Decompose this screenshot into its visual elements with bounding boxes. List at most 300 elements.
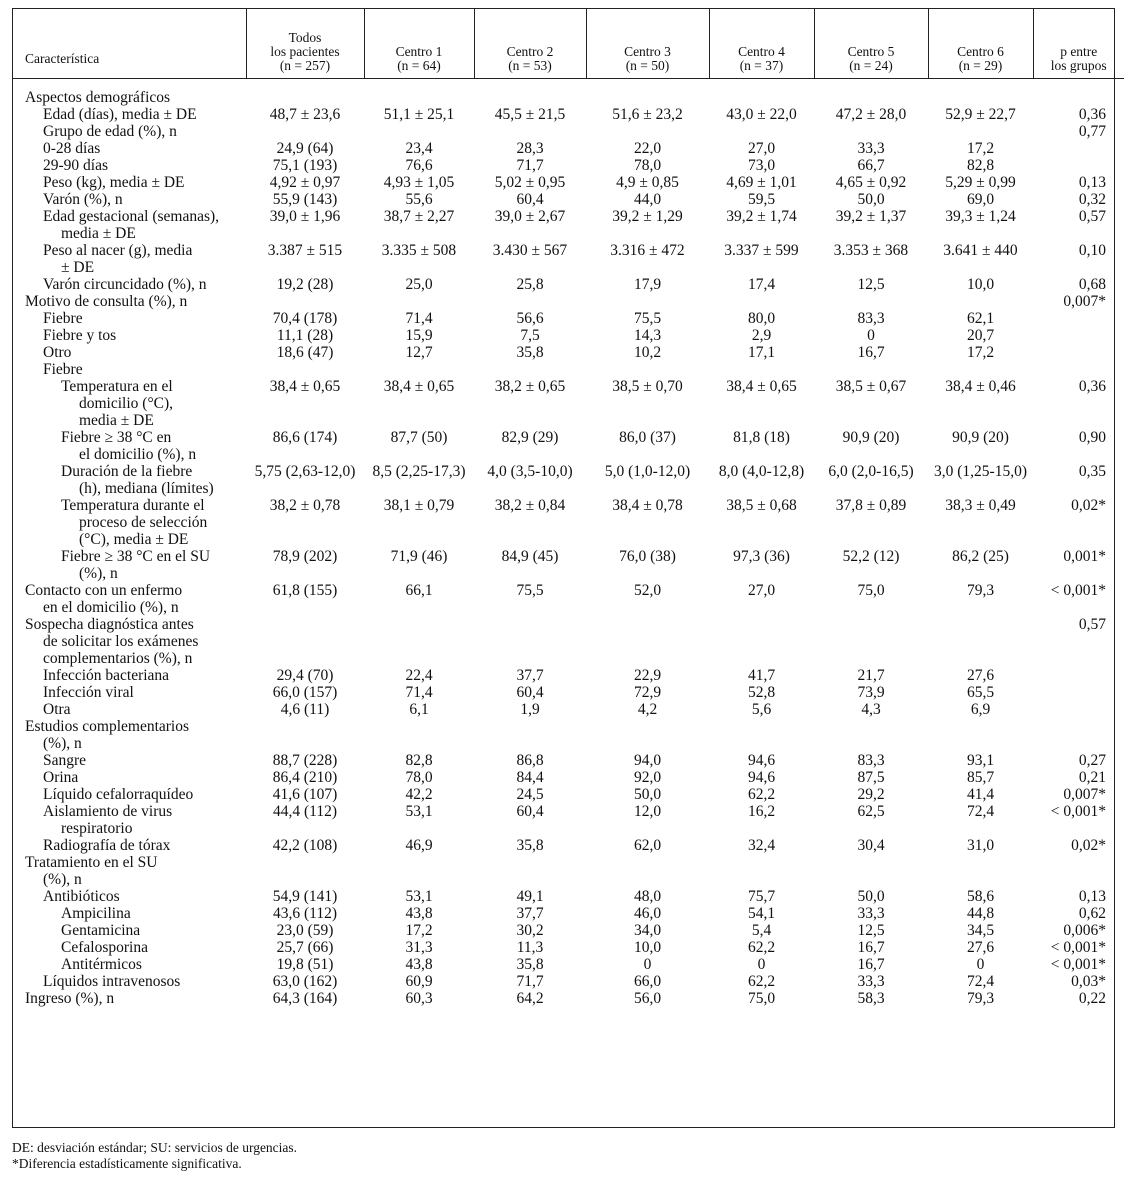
cell-center-2: 24,5 xyxy=(516,786,544,803)
cell-center-6: 82,8 xyxy=(966,157,995,174)
cell-p-value: 0,007* xyxy=(1063,786,1106,803)
table-row xyxy=(13,378,1124,429)
cell-center-6: 93,1 xyxy=(966,752,995,769)
cell-center-5 xyxy=(814,616,928,667)
cell-center-3: 62,0 xyxy=(633,837,662,854)
cell-center-6 xyxy=(928,854,1033,888)
cell-center-6 xyxy=(928,718,1033,752)
cell-center-6: 38,3 ± 0,49 xyxy=(945,497,1016,514)
cell-center-3: 3.316 ± 472 xyxy=(610,242,685,259)
cell-center-3: 92,0 xyxy=(633,769,662,786)
cell-center-6: 69,0 xyxy=(966,191,995,208)
row-label-line: de solicitar los exámenes xyxy=(43,633,199,650)
cell-center-3 xyxy=(586,361,709,378)
cell-center-5: 6,0 (2,0-16,5) xyxy=(828,463,914,480)
cell-center-2 xyxy=(474,616,586,667)
row-label-line: Cefalosporina xyxy=(61,939,148,956)
cell-center-5: 3.353 ± 368 xyxy=(833,242,909,259)
cell-p-value: < 0,001* xyxy=(1050,956,1106,973)
cell-center-5: 83,3 xyxy=(857,310,885,327)
cell-center-2: 5,02 ± 0,95 xyxy=(494,174,566,191)
cell-center-4: 62,2 xyxy=(747,786,776,803)
cell-center-3: 10,0 xyxy=(633,939,662,956)
row-label-line: Estudios complementarios xyxy=(25,718,190,735)
row-label-line: Varón (%), n xyxy=(43,191,123,208)
cell-center-6 xyxy=(928,361,1033,378)
cell-center-6: 79,3 xyxy=(966,990,995,1007)
table-row xyxy=(13,208,1124,242)
cell-center-1: 82,8 xyxy=(405,752,433,769)
cell-center-1 xyxy=(364,361,474,378)
cell-center-3: 14,3 xyxy=(633,327,662,344)
cell-all-patients xyxy=(246,293,364,310)
cell-center-4: 17,1 xyxy=(747,344,776,361)
row-label-line: el domicilio (%), n xyxy=(79,446,197,463)
cell-center-3: 78,0 xyxy=(633,157,662,174)
cell-center-2 xyxy=(474,79,586,107)
row-label-line: Otra xyxy=(43,701,71,718)
cell-center-5: 21,7 xyxy=(857,667,885,684)
cell-center-4: 0 xyxy=(757,956,766,973)
cell-center-1: 66,1 xyxy=(405,582,433,599)
table-row xyxy=(13,752,1124,769)
row-label-line: proceso de selección xyxy=(79,514,208,531)
cell-center-5: 50,0 xyxy=(857,191,885,208)
cell-center-4: 97,3 (36) xyxy=(733,548,790,565)
cell-all-patients: 3.387 ± 515 xyxy=(267,242,343,259)
cell-center-2: 60,4 xyxy=(516,191,544,208)
cell-center-1: 38,4 ± 0,65 xyxy=(383,378,455,395)
row-label-line: media ± DE xyxy=(61,225,136,242)
cell-center-2: 75,5 xyxy=(516,582,544,599)
cell-all-patients: 61,8 (155) xyxy=(272,582,338,599)
cell-center-2: 35,8 xyxy=(516,344,544,361)
cell-center-5: 16,7 xyxy=(857,956,885,973)
cell-all-patients: 44,4 (112) xyxy=(273,803,337,820)
cell-center-2 xyxy=(474,718,586,752)
cell-center-2 xyxy=(474,361,586,378)
row-label xyxy=(13,327,246,344)
row-label xyxy=(13,939,246,956)
row-label-line: Infección viral xyxy=(43,684,134,701)
row-label-line: Sospecha diagnóstica antes xyxy=(25,616,194,633)
cell-p-value: 0,57 xyxy=(1078,208,1106,225)
cell-center-2: 4,0 (3,5-10,0) xyxy=(487,463,573,480)
table-row xyxy=(13,616,1124,667)
cell-center-4: 27,0 xyxy=(747,582,776,599)
header-all-patients: Todos los pacientes (n = 257) xyxy=(246,9,364,79)
table-row xyxy=(13,242,1124,276)
row-label xyxy=(13,106,246,123)
cell-center-1: 15,9 xyxy=(405,327,433,344)
cell-center-3 xyxy=(586,616,709,667)
cell-center-2: 35,8 xyxy=(516,956,544,973)
row-label xyxy=(13,140,246,157)
row-label-line: Edad gestacional (semanas), xyxy=(43,208,220,225)
row-label xyxy=(13,174,246,191)
row-label xyxy=(13,684,246,701)
cell-center-5: 47,2 ± 28,0 xyxy=(835,106,907,123)
row-label-line: respiratorio xyxy=(61,820,133,837)
table-row xyxy=(13,803,1124,837)
cell-center-5: 33,3 xyxy=(857,973,885,990)
cell-center-5: 33,3 xyxy=(857,905,885,922)
cell-center-1: 71,4 xyxy=(405,310,433,327)
characteristics-table xyxy=(13,9,1124,1013)
header-center-1: Centro 1 (n = 64) xyxy=(364,9,474,79)
cell-p-value: 0,32 xyxy=(1078,191,1106,208)
cell-center-1: 43,8 xyxy=(405,956,433,973)
cell-center-3: 38,4 ± 0,78 xyxy=(612,497,683,514)
cell-all-patients: 43,6 (112) xyxy=(273,905,337,922)
row-label xyxy=(13,786,246,803)
cell-center-3 xyxy=(586,718,709,752)
table-row xyxy=(13,191,1124,208)
cell-all-patients xyxy=(246,79,364,107)
cell-center-1: 42,2 xyxy=(405,786,433,803)
cell-center-4 xyxy=(709,361,814,378)
cell-center-4 xyxy=(709,79,814,107)
table-row xyxy=(13,429,1124,463)
row-label xyxy=(13,718,246,752)
table-row xyxy=(13,157,1124,174)
header-center-2: Centro 2 (n = 53) xyxy=(474,9,586,79)
table-row xyxy=(13,769,1124,786)
cell-all-patients xyxy=(246,361,364,378)
cell-center-1: 76,6 xyxy=(405,157,433,174)
cell-p-value: 0,35 xyxy=(1078,463,1106,480)
row-label xyxy=(13,905,246,922)
row-label-line: Motivo de consulta (%), n xyxy=(25,293,188,310)
row-label xyxy=(13,293,246,310)
table-row xyxy=(13,905,1124,922)
cell-p-value: 0,90 xyxy=(1078,429,1106,446)
cell-all-patients: 78,9 (202) xyxy=(272,548,338,565)
cell-p-value xyxy=(1033,140,1124,157)
cell-center-3: 50,0 xyxy=(633,786,662,803)
cell-center-4: 73,0 xyxy=(747,157,776,174)
cell-center-2: 64,2 xyxy=(516,990,544,1007)
row-label-line: Aspectos demográficos xyxy=(25,89,171,106)
cell-center-3: 4,2 xyxy=(637,701,658,718)
table-row xyxy=(13,276,1124,293)
table-row xyxy=(13,548,1124,582)
table-row xyxy=(13,463,1124,497)
row-label-line: Grupo de edad (%), n xyxy=(43,123,177,140)
cell-center-4: 38,5 ± 0,68 xyxy=(726,497,797,514)
row-label xyxy=(13,123,246,140)
cell-all-patients: 24,9 (64) xyxy=(276,140,334,157)
cell-center-5 xyxy=(814,293,928,310)
cell-center-3: 5,0 (1,0-12,0) xyxy=(604,463,691,480)
cell-all-patients: 86,6 (174) xyxy=(272,429,338,446)
row-label-line: (%), n xyxy=(43,735,82,752)
cell-center-3: 12,0 xyxy=(633,803,662,820)
cell-p-value: 0,007* xyxy=(1063,293,1106,310)
row-label xyxy=(13,973,246,990)
row-label-line: Fiebre xyxy=(43,310,83,327)
cell-center-6: 20,7 xyxy=(966,327,995,344)
row-label xyxy=(13,310,246,327)
cell-center-4: 5,6 xyxy=(751,701,772,718)
row-label xyxy=(13,429,246,463)
cell-center-1: 17,2 xyxy=(405,922,433,939)
cell-center-2: 84,9 (45) xyxy=(501,548,559,565)
cell-center-6: 39,3 ± 1,24 xyxy=(945,208,1016,225)
cell-center-3: 52,0 xyxy=(633,582,662,599)
row-label-line: 0-28 días xyxy=(43,140,101,157)
cell-center-2: 38,2 ± 0,65 xyxy=(494,378,566,395)
cell-p-value: 0,13 xyxy=(1078,174,1106,191)
cell-center-1: 46,9 xyxy=(405,837,433,854)
row-label-line: Peso (kg), media ± DE xyxy=(43,174,185,191)
row-label-line: Tratamiento en el SU xyxy=(25,854,158,871)
cell-center-5: 12,5 xyxy=(857,922,885,939)
cell-center-2: 25,8 xyxy=(516,276,544,293)
table-row xyxy=(13,973,1124,990)
table-row xyxy=(13,123,1124,140)
cell-center-5 xyxy=(814,718,928,752)
row-label-line: Fiebre xyxy=(43,361,83,378)
cell-all-patients: 39,0 ± 1,96 xyxy=(269,208,341,225)
header-center-5: Centro 5 (n = 24) xyxy=(814,9,928,79)
row-label-line: Peso al nacer (g), media xyxy=(43,242,193,259)
cell-center-3: 17,9 xyxy=(633,276,662,293)
cell-all-patients: 19,2 (28) xyxy=(276,276,334,293)
cell-center-2: 11,3 xyxy=(516,939,544,956)
cell-p-value: 0,36 xyxy=(1078,378,1106,395)
cell-center-2: 35,8 xyxy=(516,837,544,854)
row-label-line: (h), mediana (límites) xyxy=(79,480,214,497)
table-row xyxy=(13,582,1124,616)
cell-center-4: 59,5 xyxy=(747,191,776,208)
cell-center-3: 56,0 xyxy=(633,990,662,1007)
row-label-line: complementarios (%), n xyxy=(43,650,193,667)
table-row xyxy=(13,310,1124,327)
cell-center-3: 10,2 xyxy=(633,344,662,361)
cell-center-2: 84,4 xyxy=(516,769,544,786)
cell-center-3: 66,0 xyxy=(633,973,662,990)
cell-all-patients: 54,9 (141) xyxy=(272,888,338,905)
cell-p-value: 0,02* xyxy=(1071,837,1106,854)
cell-all-patients: 25,7 (66) xyxy=(276,939,334,956)
row-label xyxy=(13,582,246,616)
cell-p-value: 0,22 xyxy=(1078,990,1106,1007)
cell-center-4: 52,8 xyxy=(747,684,776,701)
row-label-line: Antibióticos xyxy=(43,888,120,905)
cell-center-2 xyxy=(474,293,586,310)
cell-center-4: 94,6 xyxy=(747,769,776,786)
cell-all-patients: 63,0 (162) xyxy=(272,973,338,990)
cell-center-1: 55,6 xyxy=(405,191,433,208)
cell-all-patients: 55,9 (143) xyxy=(272,191,338,208)
table-row xyxy=(13,140,1124,157)
cell-center-6: 72,4 xyxy=(966,973,995,990)
cell-p-value: 0,10 xyxy=(1078,242,1106,259)
cell-center-5: 33,3 xyxy=(857,140,885,157)
cell-all-patients: 75,1 (193) xyxy=(272,157,338,174)
cell-p-value: 0,006* xyxy=(1063,922,1106,939)
cell-center-1 xyxy=(364,854,474,888)
row-label-line: domicilio (°C), xyxy=(79,395,174,412)
row-label-line: Radiografía de tórax xyxy=(43,837,171,854)
row-label-line: Orina xyxy=(43,769,79,786)
cell-center-3: 4,9 ± 0,85 xyxy=(616,174,679,191)
cell-center-2: 39,0 ± 2,67 xyxy=(494,208,566,225)
cell-center-5: 87,5 xyxy=(857,769,885,786)
cell-center-1: 8,5 (2,25-17,3) xyxy=(372,463,466,480)
cell-center-4: 38,4 ± 0,65 xyxy=(726,378,797,395)
cell-center-3: 22,0 xyxy=(633,140,662,157)
cell-center-4 xyxy=(709,854,814,888)
cell-center-2: 37,7 xyxy=(516,667,544,684)
cell-center-1: 43,8 xyxy=(405,905,433,922)
cell-center-2: 49,1 xyxy=(516,888,544,905)
cell-center-3: 86,0 (37) xyxy=(619,429,676,446)
cell-center-5 xyxy=(814,79,928,107)
row-label xyxy=(13,548,246,582)
row-label-line: Varón circuncidado (%), n xyxy=(43,276,207,293)
header-row xyxy=(13,9,1124,79)
cell-center-2: 60,4 xyxy=(516,803,544,820)
row-label xyxy=(13,990,246,1013)
cell-center-5: 12,5 xyxy=(857,276,885,293)
cell-center-4 xyxy=(709,123,814,140)
row-label-line: Temperatura durante el xyxy=(61,497,205,514)
cell-p-value xyxy=(1033,327,1124,344)
cell-center-6: 62,1 xyxy=(966,310,995,327)
row-label xyxy=(13,79,246,107)
cell-center-6: 38,4 ± 0,46 xyxy=(945,378,1016,395)
table-row xyxy=(13,106,1124,123)
cell-center-4 xyxy=(709,718,814,752)
row-label xyxy=(13,242,246,276)
cell-center-5 xyxy=(814,854,928,888)
cell-center-5: 75,0 xyxy=(857,582,885,599)
cell-center-3: 22,9 xyxy=(633,667,662,684)
cell-center-5: 50,0 xyxy=(857,888,885,905)
cell-center-5: 0 xyxy=(867,327,875,344)
cell-center-6: 52,9 ± 22,7 xyxy=(945,106,1016,123)
cell-center-1 xyxy=(364,123,474,140)
cell-all-patients: 5,75 (2,63-12,0) xyxy=(254,463,356,480)
cell-center-3: 38,5 ± 0,70 xyxy=(612,378,683,395)
cell-p-value: 0,001* xyxy=(1063,548,1106,565)
cell-center-1: 38,7 ± 2,27 xyxy=(383,208,455,225)
row-label-line: Contacto con un enfermo xyxy=(25,582,183,599)
row-label-line: Fiebre ≥ 38 °C en el SU xyxy=(61,548,211,565)
cell-center-3: 39,2 ± 1,29 xyxy=(612,208,683,225)
cell-p-value: 0,36 xyxy=(1078,106,1106,123)
cell-center-4: 17,4 xyxy=(747,276,776,293)
cell-center-1: 12,7 xyxy=(405,344,433,361)
cell-center-1: 38,1 ± 0,79 xyxy=(383,497,455,514)
cell-center-6 xyxy=(928,79,1033,107)
cell-center-1: 87,7 (50) xyxy=(390,429,448,446)
cell-center-3 xyxy=(586,123,709,140)
cell-center-1: 51,1 ± 25,1 xyxy=(383,106,455,123)
cell-center-4: 16,2 xyxy=(747,803,776,820)
row-label xyxy=(13,208,246,242)
cell-center-6: 10,0 xyxy=(966,276,995,293)
cell-center-3 xyxy=(586,854,709,888)
table-body xyxy=(13,79,1124,1014)
cell-center-4: 32,4 xyxy=(747,837,776,854)
table-row xyxy=(13,990,1124,1013)
row-label xyxy=(13,888,246,905)
cell-all-patients: 38,2 ± 0,78 xyxy=(269,497,341,514)
cell-center-5: 4,65 ± 0,92 xyxy=(835,174,907,191)
cell-center-2: 82,9 (29) xyxy=(501,429,559,446)
row-label-line: Gentamicina xyxy=(61,922,141,939)
table-row xyxy=(13,922,1124,939)
cell-p-value xyxy=(1033,344,1124,361)
cell-center-3: 48,0 xyxy=(633,888,662,905)
cell-center-6: 58,6 xyxy=(966,888,995,905)
cell-center-2: 60,4 xyxy=(516,684,544,701)
table-row xyxy=(13,79,1124,107)
cell-center-1: 60,3 xyxy=(405,990,433,1007)
cell-p-value xyxy=(1033,684,1124,701)
cell-center-1: 60,9 xyxy=(405,973,433,990)
cell-all-patients: 64,3 (164) xyxy=(272,990,338,1007)
row-label xyxy=(13,616,246,667)
table-row xyxy=(13,888,1124,905)
cell-center-1: 78,0 xyxy=(405,769,433,786)
cell-center-3: 0 xyxy=(643,956,652,973)
cell-center-4: 62,2 xyxy=(747,939,776,956)
cell-center-4: 43,0 ± 22,0 xyxy=(726,106,797,123)
table-row xyxy=(13,497,1124,548)
cell-center-4: 54,1 xyxy=(747,905,776,922)
cell-center-6: 41,4 xyxy=(966,786,995,803)
cell-center-4: 8,0 (4,0-12,8) xyxy=(718,463,805,480)
cell-center-5: 16,7 xyxy=(857,344,885,361)
cell-center-6: 31,0 xyxy=(966,837,995,854)
cell-center-5 xyxy=(814,123,928,140)
row-label-line: Ingreso (%), n xyxy=(25,990,115,1007)
cell-center-3: 34,0 xyxy=(633,922,662,939)
cell-p-value: 0,57 xyxy=(1078,616,1106,633)
table-row xyxy=(13,344,1124,361)
cell-p-value: 0,03* xyxy=(1071,973,1106,990)
cell-all-patients: 19,8 (51) xyxy=(276,956,334,973)
cell-center-6 xyxy=(928,293,1033,310)
cell-p-value: 0,62 xyxy=(1078,905,1106,922)
cell-center-2: 3.430 ± 567 xyxy=(492,242,568,259)
cell-center-2 xyxy=(474,854,586,888)
cell-center-4: 39,2 ± 1,74 xyxy=(726,208,797,225)
cell-center-5: 66,7 xyxy=(857,157,885,174)
table-row xyxy=(13,786,1124,803)
cell-p-value xyxy=(1033,157,1124,174)
cell-p-value xyxy=(1033,361,1124,378)
cell-center-3: 75,5 xyxy=(633,310,662,327)
cell-all-patients: 23,0 (59) xyxy=(276,922,334,939)
cell-all-patients xyxy=(246,616,364,667)
cell-center-1 xyxy=(364,718,474,752)
cell-center-6: 3.641 ± 440 xyxy=(943,242,1018,259)
cell-center-4: 27,0 xyxy=(747,140,776,157)
cell-center-6: 72,4 xyxy=(966,803,995,820)
row-label xyxy=(13,361,246,378)
cell-center-4: 62,2 xyxy=(747,973,776,990)
cell-center-5: 4,3 xyxy=(861,701,881,718)
table-row xyxy=(13,956,1124,973)
cell-p-value xyxy=(1033,310,1124,327)
cell-center-5: 30,4 xyxy=(857,837,885,854)
cell-center-6: 27,6 xyxy=(966,667,995,684)
